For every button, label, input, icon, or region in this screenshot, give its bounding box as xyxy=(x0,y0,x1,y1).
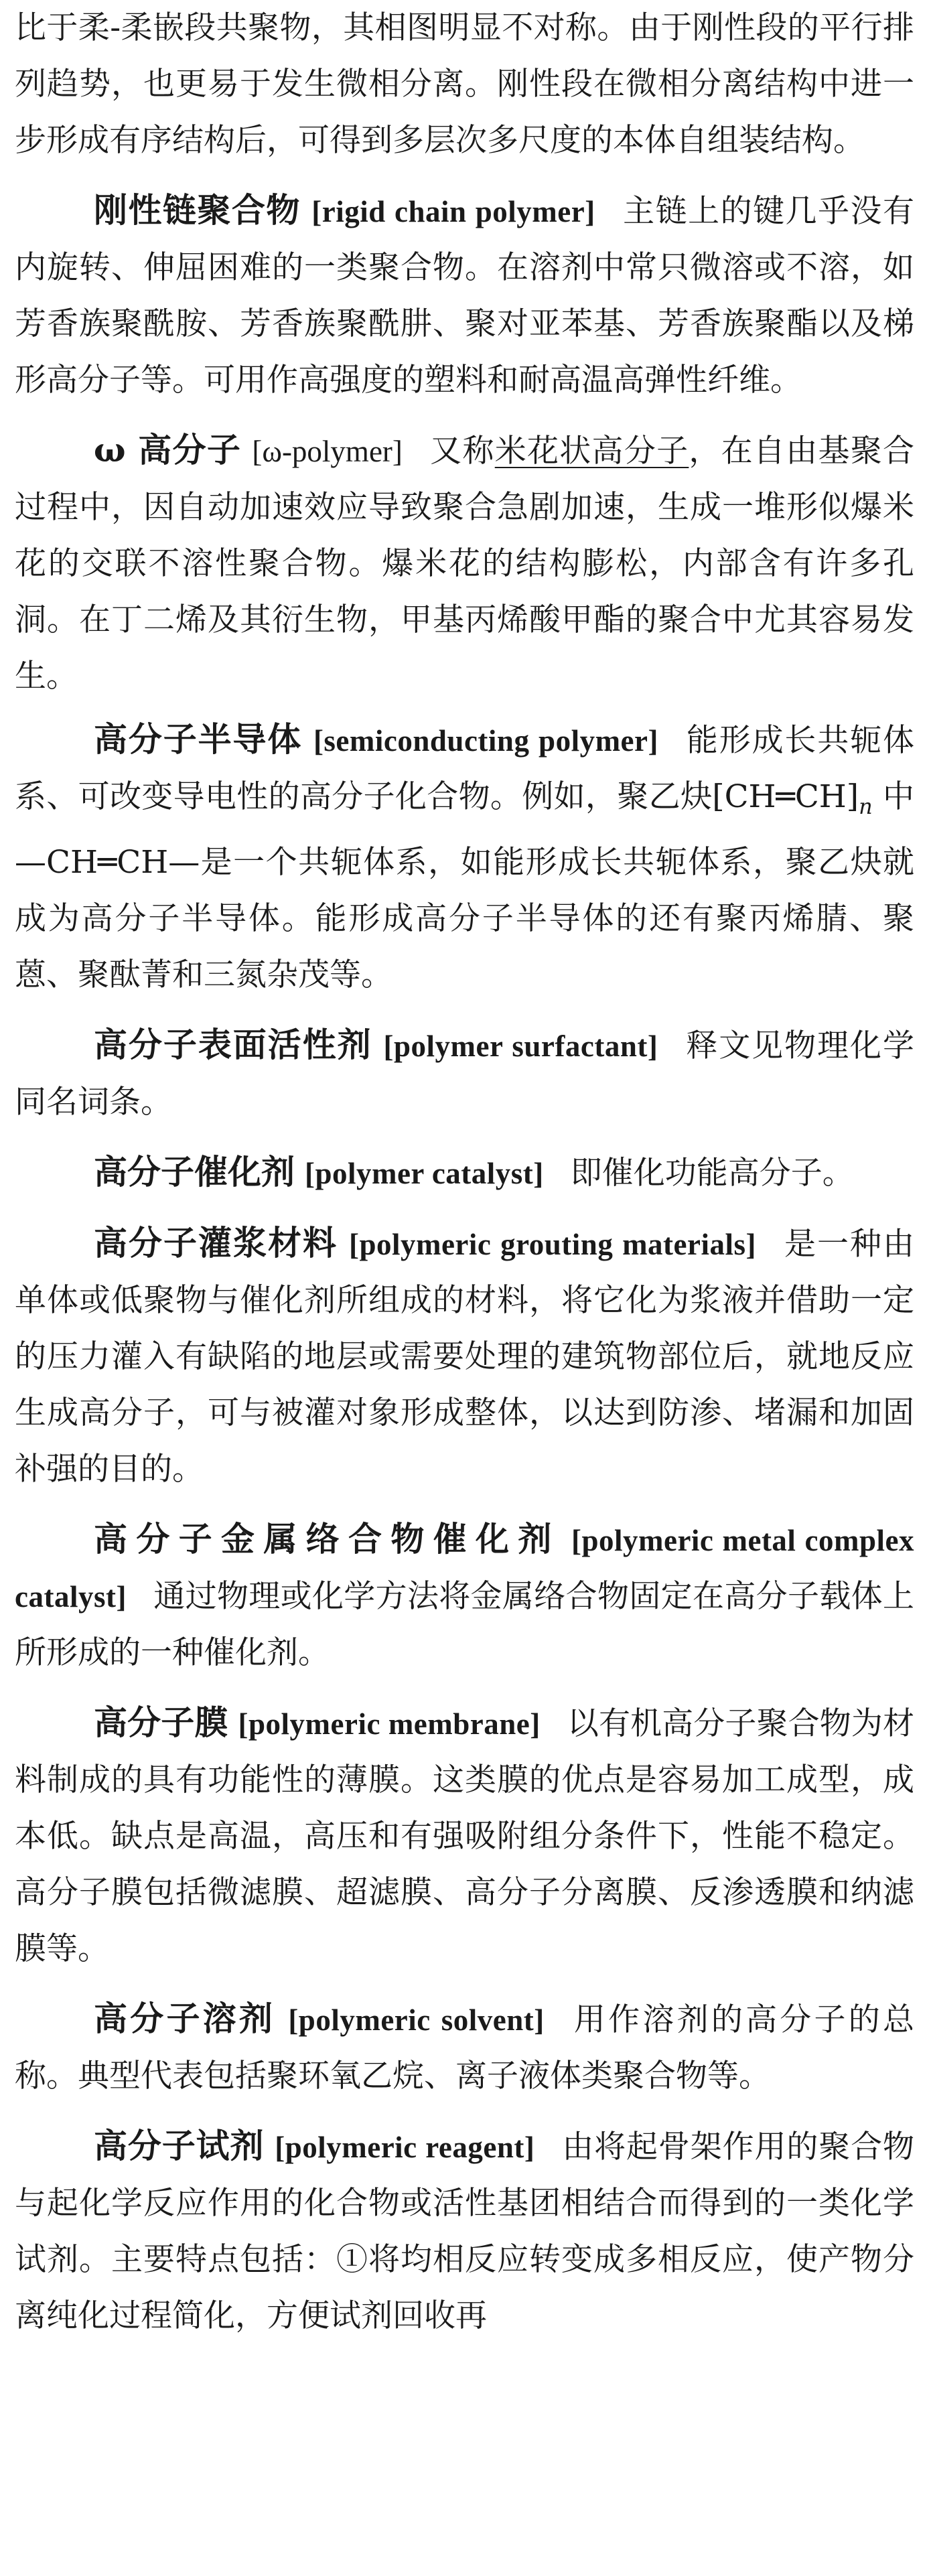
entry-term: 高分子催化剂 xyxy=(94,1153,295,1192)
entry-polymeric-membrane xyxy=(15,1695,914,1977)
entry-body: 即催化功能高分子。 xyxy=(570,1155,854,1192)
subscript-n: n xyxy=(859,794,873,819)
entry-body: 用作溶剂的高分子的总称。典型代表包括聚环氧乙烷、离子液体类聚合物等。 xyxy=(15,2001,914,2094)
entry-term: 高分子表面活性剂 xyxy=(94,1025,372,1064)
entry-omega-polymer xyxy=(15,422,914,705)
entry-body: 由将起骨架作用的聚合物与起化学反应作用的化合物或活性基团相结合而得到的一类化学试剂。主要特点包括：①将均相反应转变成多相反应，使产物分离纯化过程简化，方便试剂回收再 xyxy=(15,2129,915,2334)
entry-term: 高分子膜 xyxy=(94,1703,228,1742)
entry-polymer-surfactant xyxy=(15,1017,914,1131)
entry-polymer-catalyst xyxy=(15,1144,914,1202)
entry-term: 高分子金属络合物催化剂 xyxy=(94,1520,561,1559)
entry-polymeric-solvent xyxy=(15,1991,914,2104)
entry-english: [polymer surfactant] xyxy=(383,1029,658,1063)
entry-body: 释文见物理化学同名词条。 xyxy=(15,1027,914,1121)
entry-body: 是一种由单体或低聚物与催化剂所组成的材料，将它化为浆液并借助一定的压力灌入有缺陷的地层或需要处理的建筑物部位后，就地反应生成高分子，可与被灌对象形成整体，以达到防渗、堵漏和加固补强的目的。 xyxy=(15,1226,914,1488)
entry-english: [polymeric membrane] xyxy=(238,1707,541,1741)
entry-term: 高分子溶剂 xyxy=(94,1999,276,2038)
entry-term: ω 高分子 xyxy=(94,430,242,470)
entry-term: 高分子试剂 xyxy=(94,2127,265,2165)
entry-english: [polymeric metal complex catalyst] xyxy=(15,1524,914,1614)
entry-body-prefix: 能形成长共轭体系、可改变导电性的高分子化合物。例如，聚乙炔[CH═CH] xyxy=(15,722,914,815)
entry-polymeric-grouting-materials xyxy=(15,1215,914,1498)
entry-body: 中—CH═CH—是一个共轭体系，如能形成长共轭体系，聚乙炔就成为高分子半导体。能形成高分子半导体的还有聚丙烯腈、聚蒽、聚酞菁和三氮杂茂等。 xyxy=(15,778,914,993)
entry-term: 高分子灌浆材料 xyxy=(94,1224,338,1263)
entry-rigid-chain-polymer xyxy=(15,182,914,409)
intro-paragraph: 比于柔-柔嵌段共聚物，其相图明显不对称。由于刚性段的平行排列趋势，也更易于发生微相分离。刚性段在微相分离结构中进一步形成有序结构后，可得到多层次多尺度的本体自组装结构。 xyxy=(15,9,914,159)
document-page xyxy=(15,0,914,2344)
entry-body: 以有机高分子聚合物为材料制成的具有功能性的薄膜。这类膜的优点是容易加工成型，成本低。缺点是高温，高压和有强吸附组分条件下，性能不稳定。高分子膜包括微滤膜、超滤膜、高分子分离膜、反渗透膜和纳滤膜等。 xyxy=(15,1705,915,1967)
entry-polymeric-metal-complex-catalyst xyxy=(15,1511,914,1681)
entry-english: [semiconducting polymer] xyxy=(313,724,658,758)
entry-english: [polymeric reagent] xyxy=(275,2131,535,2164)
entry-english: [polymeric grouting materials] xyxy=(348,1228,756,1261)
entry-body: ，在自由基聚合过程中，因自动加速效应导致聚合急剧加速，生成一堆形似爆米花的交联不溶性聚合物。爆米花的结构膨松，内部含有许多孔洞。在丁二烯及其衍生物，甲基丙烯酸甲酯的聚合中尤其容易发生。 xyxy=(15,433,915,695)
entry-english: [polymeric solvent] xyxy=(288,2003,545,2037)
entry-body: 通过物理或化学方法将金属络合物固定在高分子载体上所形成的一种催化剂。 xyxy=(15,1578,914,1671)
entry-body: 主链上的键几乎没有内旋转、伸屈困难的一类聚合物。在溶剂中常只微溶或不溶，如芳香族聚酰胺、芳香族聚酰肼、聚对亚苯基、芳香族聚酯以及梯形高分子等。可用作高强度的塑料和耐高温高弹性纤维。 xyxy=(15,193,914,399)
entry-english: [ω-polymer] xyxy=(252,435,403,468)
entry-semiconducting-polymer xyxy=(15,711,914,1003)
entry-english: [rigid chain polymer] xyxy=(311,195,595,228)
entry-body-prefix: 又称 xyxy=(429,433,495,470)
entry-term: 刚性链聚合物 xyxy=(94,191,301,230)
entry-term: 高分子半导体 xyxy=(94,720,303,759)
entry-polymeric-reagent xyxy=(15,2118,914,2344)
entry-english: [polymer catalyst] xyxy=(304,1157,544,1190)
cross-reference-link[interactable]: 米花状高分子 xyxy=(494,433,689,470)
